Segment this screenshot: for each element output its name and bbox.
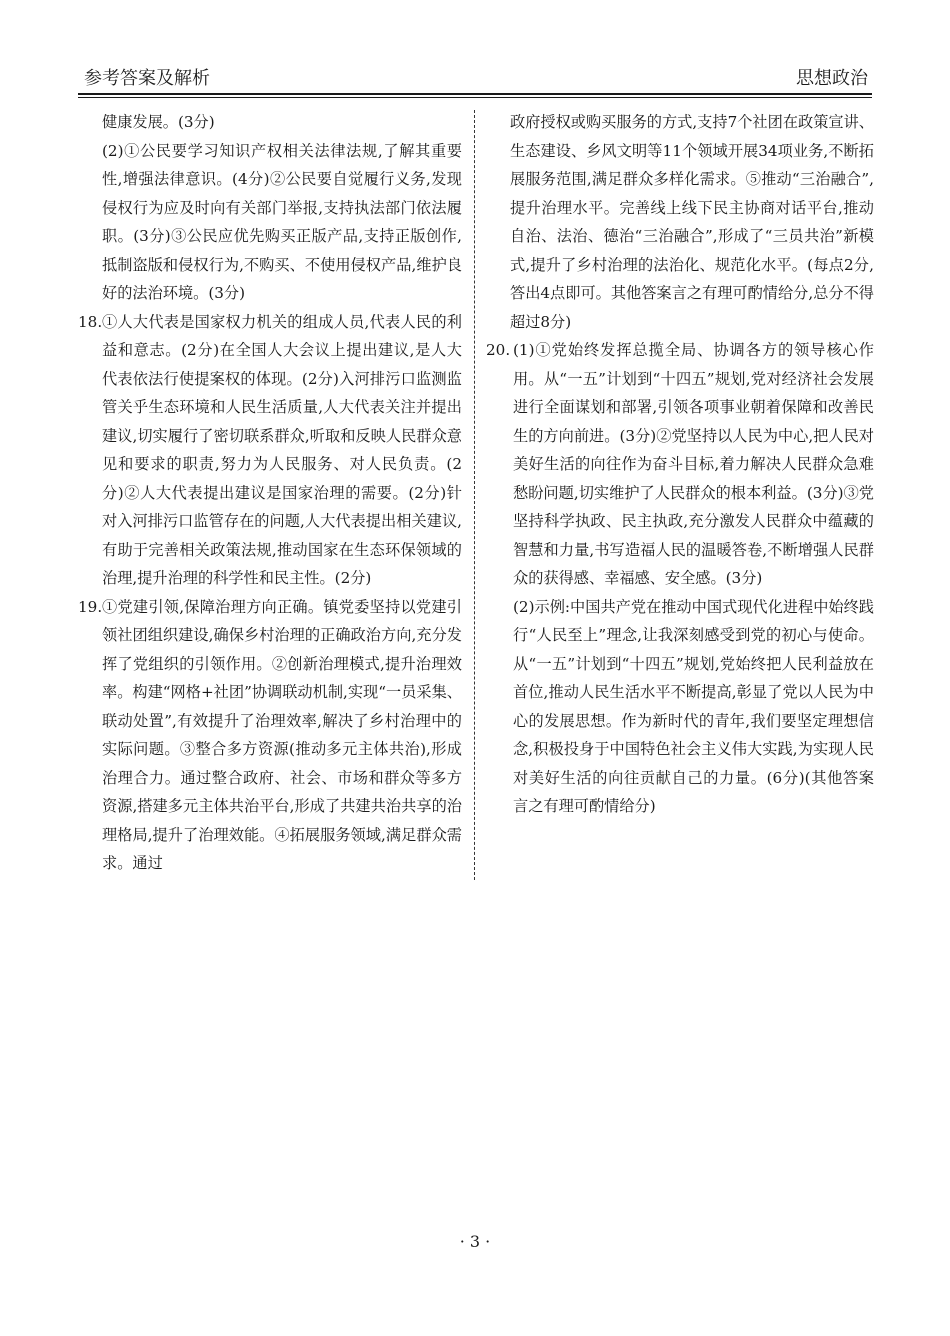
right-column: [486, 108, 874, 821]
header-subject-title: 思想政治: [796, 68, 868, 89]
page-number: · 3 ·: [459, 1232, 491, 1251]
header-left-title: 参考答案及解析: [84, 68, 210, 89]
question-19-answer: ①党建引领,保障治理方向正确。镇党委坚持以党建引领社团组织建设,确保乡村治理的正确政治方向,充分发挥了党组织的引领作用。②创新治理模式,提升治理效率。构建“网格+社团”协调联动机制,实现“一员采集、联动处置”,有效提升了治理效率,解决了乡村治理中的实际问题。③整合多方资源(推动多元主体共治),形成治理合力。通过整合政府、社会、市场和群众等多方资源,搭建多元主体共治平台,形成了共建共治共享的治理格局,提升了治理效能。④拓展服务领域,满足群众需求。通过: [102, 597, 462, 872]
header-rule-thin: [78, 97, 872, 98]
header-rule-thick: [78, 93, 872, 95]
question-20-part1: (1)①党始终发挥总揽全局、协调各方的领导核心作用。从“一五”计划到“十四五”规划,党对经济社会发展进行全面谋划和部署,引领各项事业朝着保障和改善民生的方向前进。(3分)②党坚持以人民为中心,把人民对美好生活的向往作为奋斗目标,着力解决人民群众急难愁盼问题,切实维护了人民群众的根本利益。(3分)③党坚持科学执政、民主执政,充分激发人民群众中蕴藏的智慧和力量,书写造福人民的温暖答卷,不断增强人民群众的获得感、幸福感、安全感。(3分): [513, 341, 874, 587]
column-divider: [474, 110, 475, 880]
question-19: [78, 593, 462, 878]
question-20-part2: (2)示例:中国共产党在推动中国式现代化进程中始终践行“人民至上”理念,让我深刻感受到党的初心与使命。从“一五”计划到“十四五”规划,党始终把人民利益放在首位,推动人民生活水平不断提高,彰显了党以人民为中心的发展思想。作为新时代的青年,我们要坚定理想信念,积极投身于中国特色社会主义伟大实践,为实现人民对美好生活的向往贡献自己的力量。(6分)(其他答案言之有理可酌情给分): [513, 597, 874, 815]
question-18: [78, 308, 462, 593]
question-18-answer: ①人大代表是国家权力机关的组成人员,代表人民的利益和意志。(2分)在全国人大会议上提出建议,是人大代表依法行使提案权的体现。(2分)入河排污口监测监管关乎生态环境和人民生活质量,人大代表关注并提出建议,切实履行了密切联系群众,听取和反映人民群众意见和要求的职责,努力为人民服务、对人民负责。(2分)②人大代表提出建议是国家治理的需要。(2分)针对入河排污口监管存在的问题,人大代表提出相关建议,有助于完善相关政策法规,推动国家在生态环保领域的治理,提升治理的科学性和民主性。(2分): [102, 312, 462, 587]
q17-part2: (2)①公民要学习知识产权相关法律法规,了解其重要性,增强法律意识。(4分)②公民要自觉履行义务,发现侵权行为应及时向有关部门举报,支持执法部门依法履职。(3分)③公民应优先购买正版产品,支持正版创作,抵制盗版和侵权行为,不购买、不使用侵权产品,维护良好的法治环境。(3分): [102, 141, 462, 302]
question-18-number: 18.: [78, 312, 103, 331]
q19-continuation: 政府授权或购买服务的方式,支持7个社团在政策宣讲、生态建设、乡风文明等11个领域开展34项业务,不断拓展服务范围,满足群众多样化需求。⑤推动“三治融合”,提升治理水平。完善线上线下民主协商对话平台,推动自治、法治、德治“三治融合”,形成了“三员共治”新模式,提升了乡村治理的法治化、规范化水平。(每点2分,答出4点即可。其他答案言之有理可酌情给分,总分不得超过8分): [510, 113, 874, 331]
question-19-number: 19.: [78, 597, 103, 616]
question-20-number: 20.: [486, 341, 511, 359]
question-20: [486, 336, 874, 821]
page-header: [78, 62, 872, 92]
left-column: [78, 108, 462, 878]
q17-continuation: 健康发展。(3分): [102, 113, 215, 131]
